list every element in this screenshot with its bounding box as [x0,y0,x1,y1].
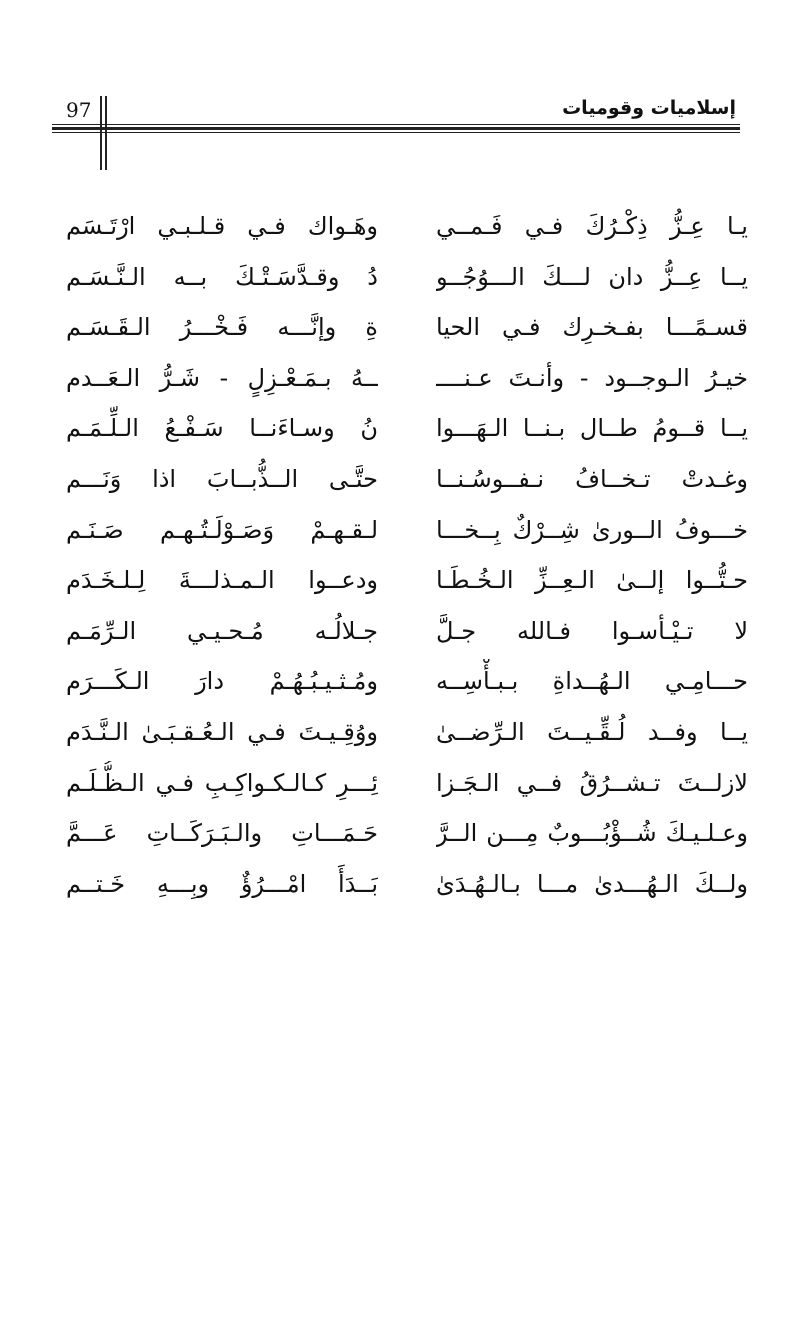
verse [0,761,788,812]
verse [0,406,788,457]
verse [0,508,788,559]
verse-first-hemistich: لا تـيْـأسـوا فـالله جـلَّ [436,616,748,645]
verse-first-hemistich: خيـرُ الـوجــود - وأنـتَ عـنــــ [436,363,748,392]
verse-second-hemistich: ومُـثـيـبُـهُـمْ دارَ الـكَـــرَم [66,667,378,696]
verse [0,305,788,356]
verse-first-hemistich: حـــامِـي الـهُــداةِ بـبـأْسِــه [436,667,748,696]
verse-second-hemistich: ئِـــرِ كـالـكـواكِـبِ فـي الـظُّـلَـم [66,768,378,797]
header-vertical-bar [105,96,107,170]
verse-first-hemistich: يــا عِــزُّ دان لـــكَ الـــوُجُــو [436,262,748,291]
verse [0,558,788,609]
verse-first-hemistich: يــا وفــد لُـقِّـيــتَ الـرِّضــىٰ [436,717,748,746]
verse-first-hemistich: يــا قــومُ طــال بـنــا الـهَـــوا [436,414,748,443]
verse [0,255,788,306]
verse-second-hemistich: ــهُ بـمَـعْـزِلٍ - شَـرُّ الـعَــدم [66,363,378,392]
verse-second-hemistich: حتَّـى الــذُّبــابَ اذا وَنَـــم [66,464,378,493]
verse-first-hemistich: قسـمًـــا بفـخـرِك فـي الحيا [436,313,748,342]
verse-first-hemistich: خـــوفُ الــورىٰ شِــرْكٌ بِــخـــا [436,515,748,544]
verse-second-hemistich: ووُقِـيـتَ فـي الـعُـقـبَـىٰ الـنَّـدَم [66,717,378,746]
poem [0,204,788,912]
verse-first-hemistich: وعـلـيـكَ شُــؤْبُـــوبٌ مِـــن الــرَّ [436,819,748,848]
page-number: 97 [66,98,92,122]
header-rule-thick [52,127,740,130]
verse-second-hemistich: لـقـهـمْ وَصَـوْلَـتُـهـم صَـنَـم [66,515,378,544]
verse-second-hemistich: نُ وسـاءَنــا سَـفْـعُ الـلِّـمَـم [66,414,378,443]
verse [0,811,788,862]
verse [0,862,788,913]
verse-first-hemistich: حـتُّــوا إلــىٰ الـعِــزِّ الـخُـطَـا [436,566,748,595]
verse [0,356,788,407]
verse-second-hemistich: ةِ وإنَّـــه فَـخْـــرُ الـقَـسَـم [66,313,378,342]
header-rule-bottom [52,132,740,133]
verse-second-hemistich: حَـمَـــاتِ والـبَـرَكَــاتِ عَـــمَّ [66,819,378,848]
verse-second-hemistich: ودعــوا الـمـذلـــةَ لِـلـخَـدَم [66,566,378,595]
header-vertical-bar [100,96,102,170]
header-rule-top [52,124,740,125]
verse [0,659,788,710]
verse [0,710,788,761]
verse-first-hemistich: ولــكَ الـهُـــدىٰ مـــا بـالـهُـدَىٰ [436,869,748,898]
verse-first-hemistich: لازلــتَ تـشــرُقُ فــي الـجَـزا [436,768,748,797]
verse [0,204,788,255]
verse-second-hemistich: دُ وقـدَّسَـتْـكَ بــه الـنَّـسَـم [66,262,378,291]
verse [0,457,788,508]
running-title: إسلاميات وقوميات [562,97,736,119]
verse-first-hemistich: يـا عِـزُّ ذِكْـرُكَ فـي فَـمــي [436,212,748,240]
verse-second-hemistich: وهَـواك فـي قـلـبـي ارْتَـسَم [66,212,378,240]
verse [0,609,788,660]
verse-second-hemistich: جـلالُـه مُـحـيـي الـرِّمَـم [66,616,378,645]
verse-second-hemistich: بَــدَأَ امْـــرُؤٌ وبِـــهِ خَـتــم [66,869,378,898]
verse-first-hemistich: وغـدتْ تـخــافُ نـفــوسُـنــا [436,464,748,493]
